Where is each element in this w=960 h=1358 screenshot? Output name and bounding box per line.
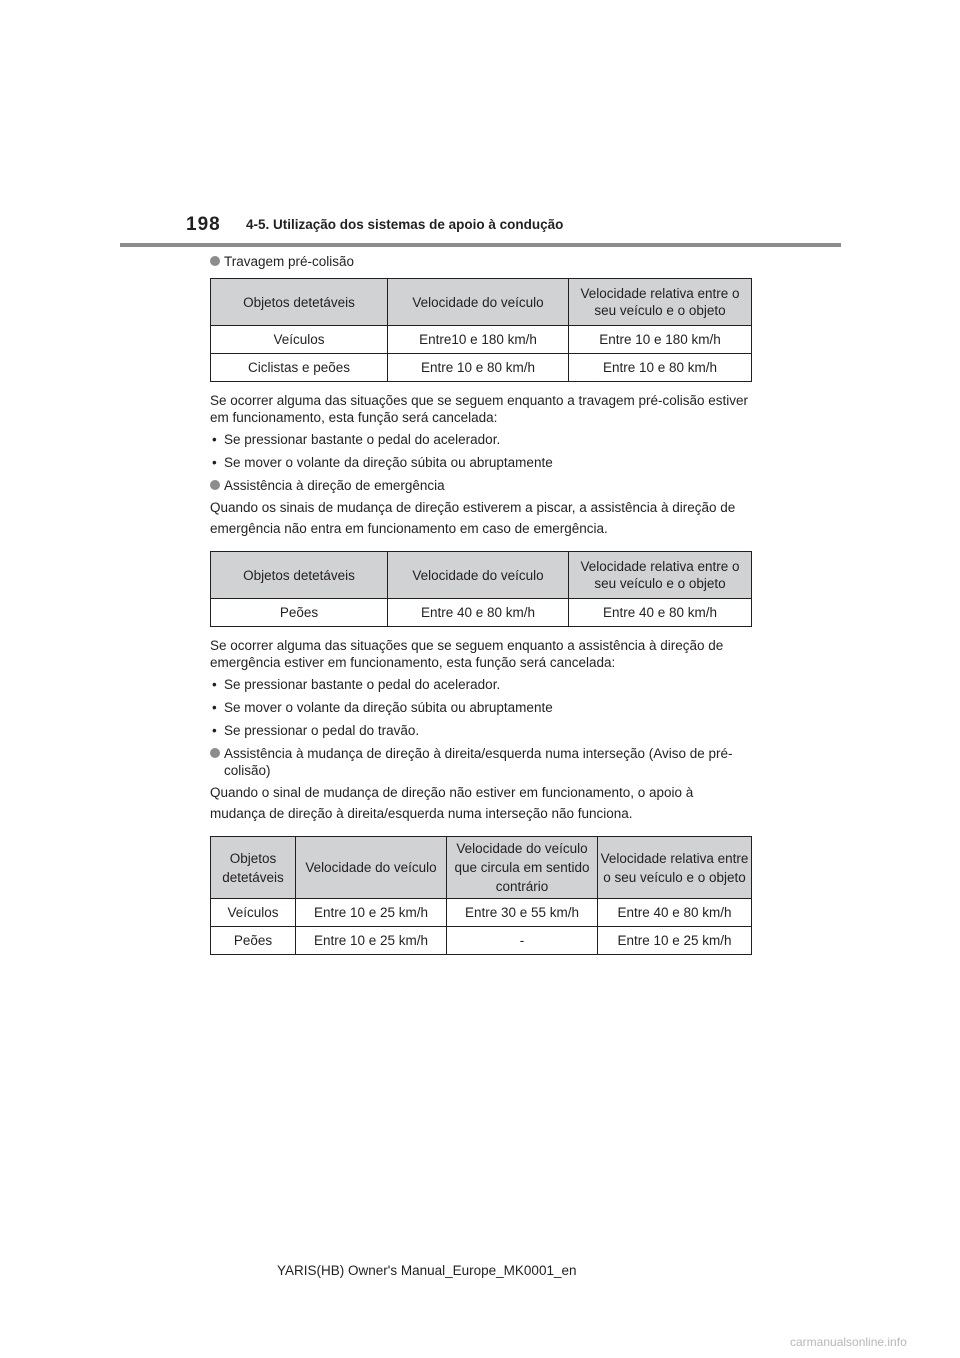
- table-row: [211, 927, 752, 955]
- list-item-text: Se pressionar o pedal do travão.: [224, 723, 420, 738]
- list-item-text: Se pressionar bastante o pedal do acelerador.: [224, 677, 501, 692]
- table-row: [211, 326, 752, 354]
- table-cell: Entre 10 e 80 km/h: [569, 354, 752, 382]
- header-cell: Velocidade relativa entre o seu veículo e o objeto: [569, 552, 752, 599]
- table-cell: Entre 10 e 80 km/h: [388, 354, 569, 382]
- table-intersection-turn: [210, 836, 752, 955]
- header-cell: Velocidade do veículo: [296, 837, 447, 899]
- heading-text: Assistência à direção de emergência: [224, 478, 445, 493]
- cancel-note: Se ocorrer alguma das situações que se seguem enquanto a assistência à direção de emergência estiver em funcionamento, esta função será cancelada:: [210, 638, 724, 670]
- section-title: 4-5. Utilização dos sistemas de apoio à condução: [246, 217, 564, 232]
- table-row: [211, 354, 752, 382]
- list-item: [210, 722, 751, 739]
- bullet-heading-pre-collision-braking: [210, 253, 751, 270]
- header-rule: [120, 243, 841, 247]
- list-item: [210, 676, 751, 693]
- header-cell: Velocidade relativa entre o seu veículo e o objeto: [569, 279, 752, 326]
- header-cell: Velocidade do veículo: [388, 552, 569, 599]
- list-item-text: Se pressionar bastante o pedal do acelerador.: [224, 432, 501, 447]
- table-pre-collision-braking: [210, 278, 752, 382]
- table-cell: Entre 40 e 80 km/h: [569, 599, 752, 627]
- header-cell: Velocidade do veículo que circula em sentido contrário: [447, 837, 598, 899]
- table-header-row: [211, 279, 752, 326]
- table-cell: Entre 40 e 80 km/h: [598, 899, 752, 927]
- manual-footer: YARIS(HB) Owner's Manual_Europe_MK0001_en: [277, 1263, 577, 1278]
- list-item-text: Se mover o volante da direção súbita ou abruptamente: [224, 455, 553, 470]
- table-cell: Entre 30 e 55 km/h: [447, 899, 598, 927]
- table-cell: Entre 10 e 25 km/h: [598, 927, 752, 955]
- table-cell: Entre10 e 180 km/h: [388, 326, 569, 354]
- cancel-note: Se ocorrer alguma das situações que se seguem enquanto a travagem pré-colisão estiver em funcionamento, esta função será cancelada:: [210, 393, 749, 425]
- table-row: [211, 599, 752, 627]
- header-cell: Objetos detetáveis: [211, 552, 388, 599]
- bullet-mark: •: [212, 432, 217, 447]
- heading-text: Assistência à mudança de direção à direita/esquerda numa interseção (Aviso de pré-colisão): [224, 746, 733, 778]
- table-header-row: [211, 552, 752, 599]
- bullet-heading-emergency-steering: [210, 477, 751, 494]
- page-number: 198: [186, 214, 221, 235]
- watermark: carmanualsonline.info: [790, 1335, 907, 1349]
- list-item-text: Se mover o volante da direção súbita ou abruptamente: [224, 700, 553, 715]
- section-intro: Quando o sinal de mudança de direção não estiver em funcionamento, o apoio à mudança de direção à direita/esquerda numa interseção não funciona.: [210, 785, 694, 821]
- table-cell: Veículos: [211, 899, 296, 927]
- table-cell: Entre 10 e 180 km/h: [569, 326, 752, 354]
- page-content: [210, 253, 751, 965]
- table-cell: Entre 10 e 25 km/h: [296, 927, 447, 955]
- table-cell: Veículos: [211, 326, 388, 354]
- table-emergency-steering: [210, 551, 752, 627]
- header-cell: Objetos detetáveis: [211, 837, 296, 899]
- bullet-mark: •: [212, 677, 217, 692]
- bullet-mark: •: [212, 455, 217, 470]
- bullet-mark: •: [212, 723, 217, 738]
- list-item: [210, 431, 751, 448]
- bullet-heading-intersection-turn: [210, 745, 751, 779]
- section-intro: Quando os sinais de mudança de direção estiverem a piscar, a assistência à direção de emergência não entra em funcionamento em caso de emergência.: [210, 500, 736, 536]
- header-cell: Velocidade relativa entre o seu veículo e o objeto: [598, 837, 752, 899]
- table-cell: Peões: [211, 599, 388, 627]
- bullet-dot-icon: [210, 748, 220, 758]
- table-cell: Entre 10 e 25 km/h: [296, 899, 447, 927]
- header-cell: Velocidade do veículo: [388, 279, 569, 326]
- table-cell: Ciclistas e peões: [211, 354, 388, 382]
- table-cell: Entre 40 e 80 km/h: [388, 599, 569, 627]
- list-item: [210, 454, 751, 471]
- heading-text: Travagem pré-colisão: [224, 254, 355, 269]
- header-cell: Objetos detetáveis: [211, 279, 388, 326]
- bullet-mark: •: [212, 700, 217, 715]
- table-row: [211, 899, 752, 927]
- bullet-dot-icon: [210, 480, 220, 490]
- table-header-row: [211, 837, 752, 899]
- table-cell: Peões: [211, 927, 296, 955]
- table-cell: -: [447, 927, 598, 955]
- list-item: [210, 699, 751, 716]
- bullet-dot-icon: [210, 256, 220, 266]
